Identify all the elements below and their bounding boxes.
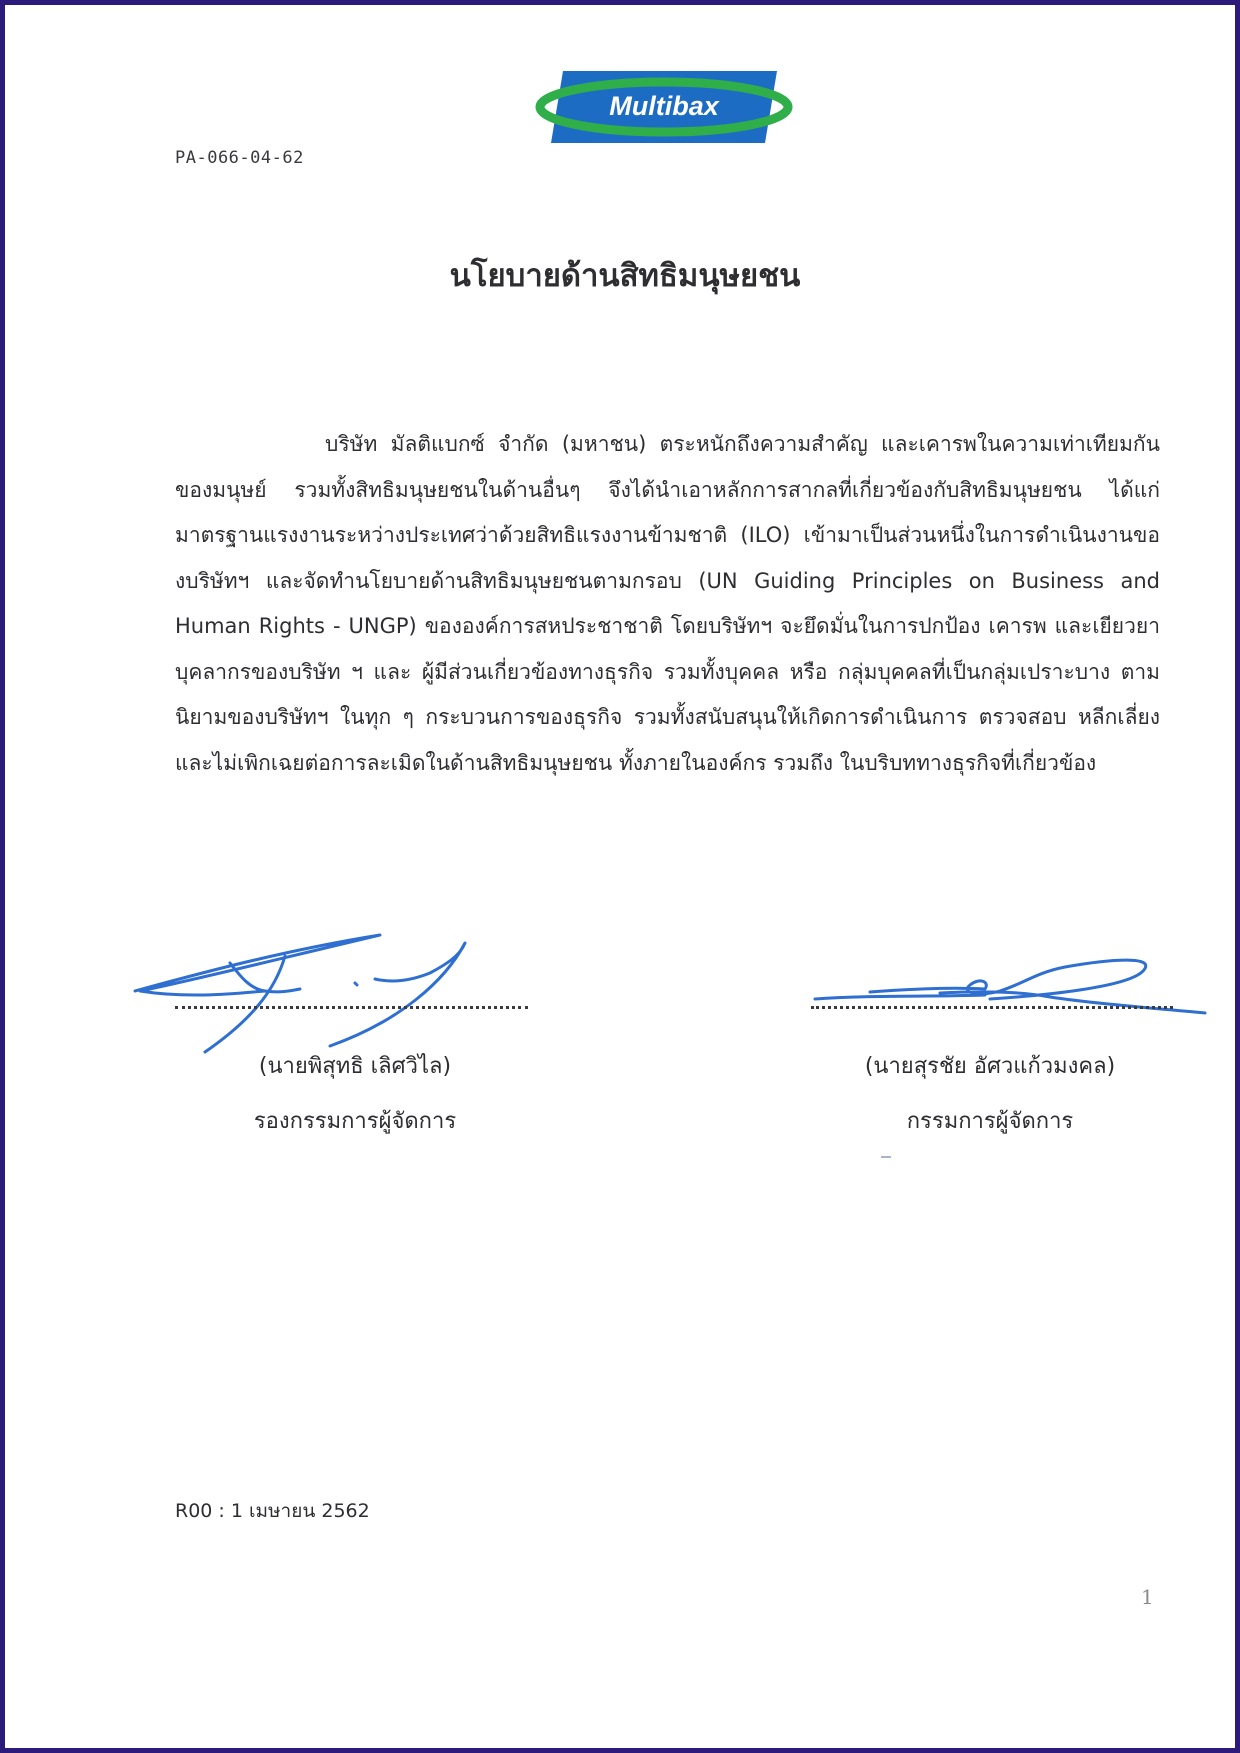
page-number: 1 bbox=[1141, 1585, 1154, 1609]
signer-position-left: รองกรรมการผู้จัดการ bbox=[253, 1109, 457, 1134]
signature-left bbox=[130, 921, 515, 1069]
revision-date: R00 : 1 เมษายน 2562 bbox=[175, 1500, 370, 1522]
signature-right bbox=[810, 947, 1210, 1027]
signature-section bbox=[5, 905, 1240, 1165]
handwritten-signature-left bbox=[130, 921, 515, 1069]
policy-paragraph: บริษัท มัลติแบกซ์ จำกัด (มหาชน) ตระหนักถึงความสำคัญ และเคารพในความเท่าเทียมกันของมนุษย์ รวมทั้งสิทธิมนุษยชนในด้านอื่นๆ จึงได้นำเอาหลักการสากลที่เกี่ยวข้องกับสิทธิมนุษยชน ได้แก่ มาตรฐานแรงงานระหว่างประเทศว่าด้วยสิทธิแรงงานข้ามชาติ (ILO) เข้ามาเป็นส่วนหนึ่งในการดำเนินงานของบริษัทฯ และจัดทำนโยบายด้านสิทธิมนุษยชนตามกรอบ (UN Guiding Principles on Business and Human Rights - UNGP) ขององค์การสหประชาชาติ โดยบริษัทฯ จะยึดมั่นในการปกป้อง เคารพ และเยียวยา บุคลากรของบริษัท ฯ และ ผู้มีส่วนเกี่ยวข้องทางธุรกิจ รวมทั้งบุคคล หรือ กลุ่มบุคคลที่เป็นกลุ่มเปราะบาง ตามนิยามของบริษัทฯ ในทุก ๆ กระบวนการของธุรกิจ รวมทั้งสนับสนุนให้เกิดการดำเนินการ ตรวจสอบ หลีกเลี่ยง และไม่เพิกเฉยต่อการละเมิดในด้านสิทธิมนุษยชน ทั้งภายในองค์กร รวมถึง ในบริบททางธุรกิจที่เกี่ยวข้อง bbox=[175, 432, 1160, 775]
scan-mark bbox=[881, 1156, 891, 1158]
logo-graphic bbox=[533, 67, 795, 147]
signer-name-left: (นายพิสุทธิ เลิศวิไล) bbox=[258, 1054, 452, 1079]
signature-line-right bbox=[811, 1006, 1173, 1009]
signer-name-right: (นายสุรชัย อัศวแก้วมงคล) bbox=[864, 1054, 1116, 1079]
multibax-logo bbox=[533, 67, 795, 147]
policy-body bbox=[175, 422, 1160, 786]
document-number: PA-066-04-62 bbox=[175, 148, 304, 168]
page-title: นโยบายด้านสิทธิมนุษยชน bbox=[449, 258, 801, 294]
signer-position-right: กรรมการผู้จัดการ bbox=[906, 1109, 1074, 1134]
signature-line-left bbox=[175, 1006, 528, 1009]
handwritten-signature-right bbox=[810, 947, 1210, 1027]
svg-text:Multibax: Multibax bbox=[609, 91, 719, 121]
